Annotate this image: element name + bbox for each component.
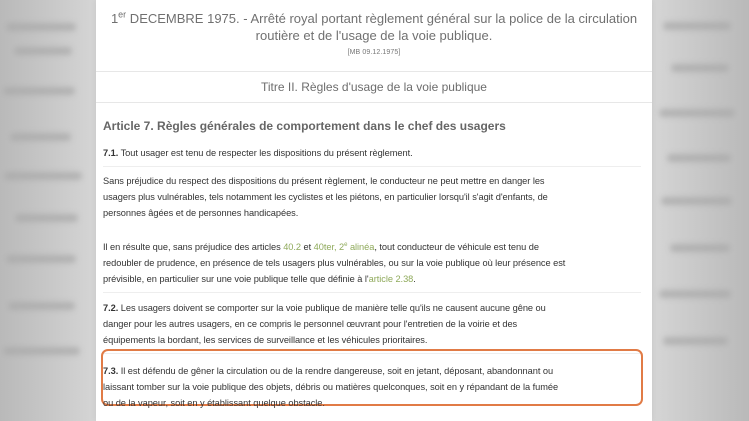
blur-line <box>15 214 78 222</box>
blur-line <box>3 347 80 355</box>
blur-line <box>6 23 76 31</box>
blur-line <box>663 22 731 30</box>
vulnerable-users-line-3: personnes âgées et de personnes handicapées. <box>103 208 299 219</box>
document-page <box>96 0 652 421</box>
article-40ter-link-text: 40ter, 2 <box>313 242 345 253</box>
prudence-line-3-prefix: prévisible, en particulier sur une voie publique telle que définie à l' <box>103 274 369 285</box>
blur-line <box>667 154 731 162</box>
blurred-background-right <box>653 0 749 421</box>
paragraph-7-2 <box>103 300 641 354</box>
paragraph-7-3-line-3: ou de la vapeur, soit en y établissant quelque obstacle. <box>103 398 325 409</box>
paragraph-7-3-line-2: laissant tomber sur la voie publique des objets, débris ou matières quelconques, soit en y répandant de la fumée <box>103 382 559 393</box>
paragraph-7-1-text: Tout usager est tenu de respecter les dispositions du présent règlement. <box>118 148 413 159</box>
paragraph-7-2-line-3: équipements la bordant, les services de surveillance et les véhicules prioritaires. <box>103 335 428 346</box>
blur-line <box>659 109 735 117</box>
blurred-background-left <box>0 0 96 421</box>
decree-header <box>96 0 652 71</box>
paragraph-7-2-line-1: Les usagers doivent se comporter sur la voie publique de manière telle qu'ils ne causent aucune gêne ou <box>118 303 546 314</box>
paragraph-number-7-2: 7.2. <box>103 303 119 314</box>
blur-line <box>4 172 82 180</box>
blur-line <box>8 302 75 310</box>
article-title: Article 7. Règles générales de comportement dans le chef des usagers <box>103 118 506 133</box>
vulnerable-users-line-1: Sans préjudice du respect des dispositions du présent règlement, le conducteur ne peut mettre en danger les <box>103 176 545 187</box>
title-band: Titre II. Règles d'usage de la voie publique <box>96 71 652 103</box>
blur-line <box>14 47 72 55</box>
paragraph-number-7-1: 7.1. <box>103 148 119 159</box>
decree-title-line1: DECEMBRE 1975. - Arrêté royal portant règlement général sur la police de la circulation <box>126 11 638 26</box>
blur-line <box>10 133 71 141</box>
prudence-paragraph <box>103 239 641 293</box>
article-40ter-link[interactable] <box>314 242 375 252</box>
vulnerable-users-line-2: usagers plus vulnérables, tels notamment les cyclistes et les piétons, en particulier lorsqu'il s'agit d'enfants, de <box>103 192 548 203</box>
paragraph-number-7-3: 7.3. <box>103 366 119 377</box>
source-reference: [MB 09.12.1975] <box>347 49 401 56</box>
paragraph-7-1 <box>103 145 641 167</box>
blur-line <box>661 197 732 205</box>
article-40ter-link-suffix: alinéa <box>347 242 375 253</box>
prudence-line-3-suffix: . <box>413 274 416 285</box>
date-number: 1 <box>110 11 119 26</box>
blur-line <box>671 64 729 72</box>
paragraph-7-2-line-2: danger pour les autres usagers, en ce compris le personnel œuvrant pour l'entretien de la voirie et des <box>103 319 518 330</box>
blur-line <box>663 337 728 345</box>
blur-line <box>670 244 730 252</box>
blur-line <box>6 255 76 263</box>
article-2-38-link[interactable]: article 2.38 <box>368 274 414 285</box>
article-40-2-link[interactable]: 40.2 <box>283 242 301 253</box>
vulnerable-users-paragraph <box>103 173 641 221</box>
prudence-line-1-prefix: Il en résulte que, sans préjudice des articles <box>103 242 284 253</box>
decree-title <box>110 10 638 44</box>
prudence-line-2: redoubler de prudence, en présence de tels usagers plus vulnérables, ou sur la voie publique où leur présence est <box>103 258 566 269</box>
paragraph-7-3-line-1: Il est défendu de gêner la circulation ou de la rendre dangereuse, soit en jetant, déposant, abandonnant ou <box>118 366 554 377</box>
blur-line <box>659 290 731 298</box>
paragraph-7-3 <box>103 363 641 411</box>
ordinal-e: e <box>344 242 348 249</box>
decree-title-line2: routière et de l'usage de la voie publique. <box>255 28 493 43</box>
prudence-line-1-suffix: , tout conducteur de véhicule est tenu de <box>374 242 539 253</box>
ordinal-suffix: er <box>118 9 127 20</box>
blur-line <box>3 87 75 95</box>
link-connector: et <box>301 242 314 253</box>
